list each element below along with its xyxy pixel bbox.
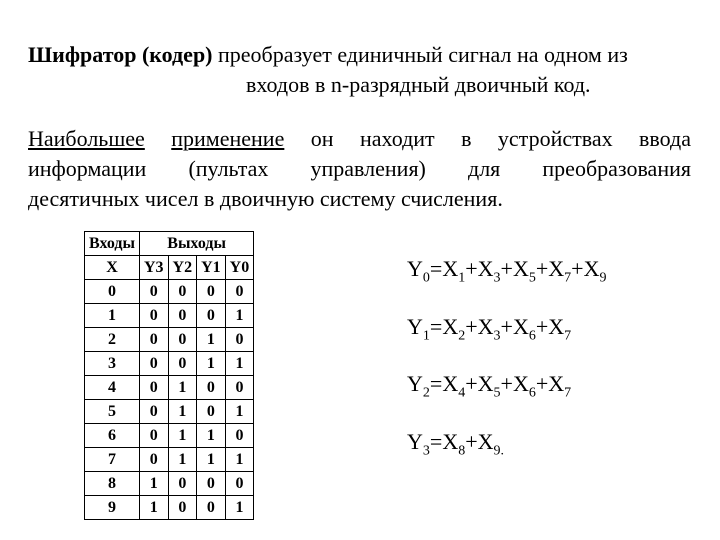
equation-y3: $Y_3=X_8+X_{9.}$ (407, 429, 505, 459)
word: Наибольшее (28, 126, 145, 151)
table-cell: 0 (225, 472, 254, 496)
table-cell: 0 (168, 280, 197, 304)
word: ввода (639, 126, 691, 151)
table-row (85, 376, 254, 400)
table-row (85, 280, 254, 304)
symbol: X (583, 256, 600, 281)
table-cell: 1 (168, 400, 197, 424)
word: информации (28, 156, 147, 181)
table-row (85, 352, 254, 376)
symbol: Y (407, 371, 423, 396)
subscript: 4 (458, 385, 466, 401)
subscript: 5 (528, 270, 536, 286)
subscript: 1 (458, 270, 466, 286)
symbol: X (512, 256, 529, 281)
subscript: 9 (493, 443, 501, 459)
column-header: Y2 (168, 256, 197, 280)
definition-text: преобразует единичный сигнал на одном из (212, 42, 628, 67)
table-cell: 0 (139, 304, 168, 328)
table-cell: 0 (225, 376, 254, 400)
table-cell: 1 (85, 304, 140, 328)
table-row (85, 496, 254, 520)
table-cell: 1 (168, 376, 197, 400)
table-cell: 0 (139, 400, 168, 424)
subscript: 7 (564, 328, 572, 344)
subscript: 5 (493, 385, 501, 401)
table-cell: 1 (139, 472, 168, 496)
table-cell: 0 (168, 328, 197, 352)
table-cell: 4 (85, 376, 140, 400)
table-cell: 0 (168, 496, 197, 520)
truth-table-body (85, 280, 254, 520)
column-header: X (85, 256, 140, 280)
table-cell: 0 (168, 304, 197, 328)
table-row (85, 328, 254, 352)
column-header: Y1 (197, 256, 226, 280)
table-cell: 0 (139, 280, 168, 304)
word: (пультах (188, 156, 269, 181)
equation-y0: $Y_0=X_1+X_3+X_5+X_7+X_9$ (407, 256, 607, 286)
table-cell: 1 (168, 448, 197, 472)
table-row (85, 448, 254, 472)
subscript: . (500, 443, 505, 459)
table-cell: 1 (225, 400, 254, 424)
outputs-group-header: Выходы (139, 232, 253, 256)
subscript: 8 (458, 443, 466, 459)
symbol: X (548, 371, 565, 396)
table-cell: 0 (168, 352, 197, 376)
table-cell: 5 (85, 400, 140, 424)
table-row (85, 424, 254, 448)
table-cell: 7 (85, 448, 140, 472)
application-line-1 (28, 124, 691, 154)
table-row (85, 304, 254, 328)
table-cell: 1 (197, 448, 226, 472)
symbol: Y (407, 314, 423, 339)
subscript: 6 (528, 385, 536, 401)
table-cell: 6 (85, 424, 140, 448)
symbol: Y (407, 429, 423, 454)
subscript: 1 (422, 328, 430, 344)
table-row (85, 472, 254, 496)
word: в (461, 126, 472, 151)
symbol: X (442, 256, 459, 281)
subscript: 7 (564, 385, 572, 401)
symbol: X (548, 256, 565, 281)
subscript: 3 (493, 328, 501, 344)
column-header-row (85, 256, 254, 280)
table-cell: 0 (225, 424, 254, 448)
table-cell: 1 (139, 496, 168, 520)
word: находит (360, 126, 435, 151)
table-cell: 0 (85, 280, 140, 304)
subscript: 7 (564, 270, 572, 286)
table-cell: 1 (225, 448, 254, 472)
word: управления) (310, 156, 426, 181)
subscript: 3 (422, 443, 430, 459)
word: применение (171, 126, 285, 151)
table-cell: 0 (139, 328, 168, 352)
symbol: X (442, 314, 459, 339)
equation-y2: $Y_2=X_4+X_5+X_6+X_7$ (407, 371, 572, 401)
table-cell: 0 (197, 496, 226, 520)
definition-line-1 (28, 40, 698, 70)
subscript: 2 (422, 385, 430, 401)
word: преобразования (542, 156, 691, 181)
table-cell: 0 (197, 400, 226, 424)
table-cell: 1 (197, 352, 226, 376)
table-cell: 0 (139, 448, 168, 472)
encoder-definition (28, 40, 698, 100)
table-cell: 2 (85, 328, 140, 352)
word: для (468, 156, 501, 181)
table-cell: 0 (197, 472, 226, 496)
table-cell: 0 (139, 352, 168, 376)
subscript: 2 (458, 328, 466, 344)
table-cell: 1 (197, 424, 226, 448)
table-cell: 0 (168, 472, 197, 496)
term-encoder: Шифратор (кодер) (28, 42, 213, 67)
table-cell: 0 (197, 376, 226, 400)
symbol: X (512, 371, 529, 396)
definition-line-2: входов в n-разрядный двоичный код. (246, 72, 591, 97)
equation-y1: $Y_1=X_2+X_3+X_6+X_7$ (407, 314, 572, 344)
symbol: X (477, 429, 494, 454)
truth-table (84, 231, 254, 520)
symbol: X (512, 314, 529, 339)
column-header: Y3 (139, 256, 168, 280)
table-cell: 8 (85, 472, 140, 496)
table-cell: 1 (225, 304, 254, 328)
symbol: X (477, 371, 494, 396)
inputs-group-header: Входы (85, 232, 140, 256)
subscript: 9 (599, 270, 607, 286)
subscript: 3 (493, 270, 501, 286)
table-cell: 3 (85, 352, 140, 376)
subscript: 6 (528, 328, 536, 344)
symbol: X (477, 314, 494, 339)
table-cell: 0 (139, 424, 168, 448)
symbol: X (548, 314, 565, 339)
table-cell: 1 (225, 496, 254, 520)
symbol: Y (407, 256, 423, 281)
table-cell: 9 (85, 496, 140, 520)
table-cell: 0 (225, 328, 254, 352)
symbol: X (477, 256, 494, 281)
application-paragraph (28, 124, 691, 214)
symbol: X (442, 371, 459, 396)
group-header-row (85, 232, 254, 256)
table-cell: 1 (225, 352, 254, 376)
table-row (85, 400, 254, 424)
word: устройствах (497, 126, 613, 151)
table-cell: 1 (168, 424, 197, 448)
table-cell: 1 (197, 328, 226, 352)
symbol: X (442, 429, 459, 454)
table-cell: 0 (139, 376, 168, 400)
application-line-2 (28, 154, 691, 184)
table-cell: 0 (197, 304, 226, 328)
column-header: Y0 (225, 256, 254, 280)
table-cell: 0 (225, 280, 254, 304)
subscript: 0 (422, 270, 430, 286)
application-line-3: десятичных чисел в двоичную систему счисления. (28, 186, 503, 211)
word: он (310, 126, 334, 151)
table-cell: 0 (197, 280, 226, 304)
